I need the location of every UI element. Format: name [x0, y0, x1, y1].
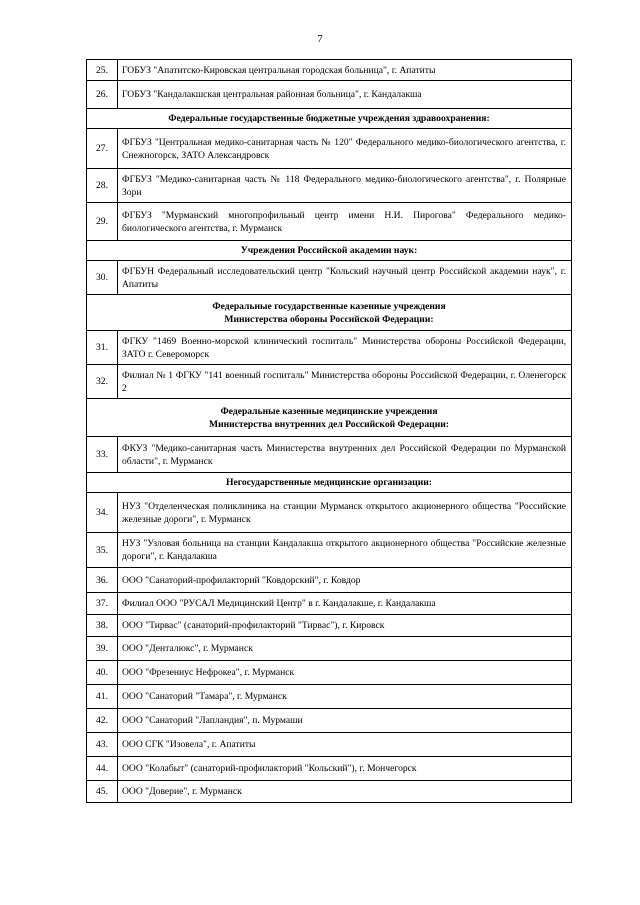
section-title	[87, 109, 572, 129]
section-title-line: Министерства внутренних дел Российской Федерации:	[209, 418, 449, 430]
row-number: 27.	[87, 129, 118, 169]
section-header-row	[87, 241, 572, 261]
table-row	[87, 437, 572, 473]
organization-name: ООО СГК "Изовела", г. Апатиты	[118, 733, 572, 757]
row-number: 39.	[87, 637, 118, 661]
page-number: 7	[317, 33, 323, 45]
table-row	[87, 661, 572, 685]
row-number: 31.	[87, 331, 118, 365]
organization-name: ООО "Санаторий "Тамара", г. Мурманск	[118, 685, 572, 709]
organization-name: ООО "Санаторий-профилакторий "Ковдорский", г. Ковдор	[118, 568, 572, 593]
row-number: 35.	[87, 533, 118, 568]
table-row	[87, 261, 572, 295]
organizations-table-body	[87, 60, 572, 803]
table-row	[87, 169, 572, 203]
organization-name: ООО "Фрезениус Нефрокеа", г. Мурманск	[118, 661, 572, 685]
row-number: 41.	[87, 685, 118, 709]
section-header-row	[87, 473, 572, 493]
row-number: 37.	[87, 593, 118, 615]
table-row	[87, 81, 572, 109]
table-row	[87, 593, 572, 615]
table-row	[87, 637, 572, 661]
table-row	[87, 709, 572, 733]
organization-name: Филиал № 1 ФГКУ "141 военный госпиталь" Министерства обороны Российской Федерации, г. Оленегорск 2	[118, 365, 572, 399]
section-title-line: Федеральные казенные медицинские учреждения	[220, 405, 438, 417]
organization-name: ФГКУ "1469 Военно-морской клинический госпиталь" Министерства обороны Российской Федерации, ЗАТО г. Североморск	[118, 331, 572, 365]
row-number: 45.	[87, 781, 118, 803]
table-row	[87, 203, 572, 241]
table-row	[87, 568, 572, 593]
row-number: 25.	[87, 60, 118, 81]
table-row	[87, 781, 572, 803]
table-row	[87, 733, 572, 757]
section-header-row	[87, 295, 572, 331]
section-title-line: Федеральные государственные казенные учреждения	[212, 300, 446, 312]
organization-name: ФКУЗ "Медико-санитарная часть Министерства внутренних дел Российской Федерации по Мурманской области", г. Мурманск	[118, 437, 572, 473]
organization-name: ГОБУЗ "Апатитско-Кировская центральная городская больница", г. Апатиты	[118, 60, 572, 81]
section-header-row	[87, 399, 572, 437]
table-row	[87, 615, 572, 637]
section-title	[87, 241, 572, 261]
row-number: 29.	[87, 203, 118, 241]
organizations-table	[86, 59, 572, 803]
organization-name: НУЗ "Отделенческая поликлиника на станции Мурманск открытого акционерного общества "Российские железные дороги", г. Мурманск	[118, 493, 572, 533]
row-number: 42.	[87, 709, 118, 733]
row-number: 32.	[87, 365, 118, 399]
row-number: 38.	[87, 615, 118, 637]
row-number: 36.	[87, 568, 118, 593]
table-row	[87, 129, 572, 169]
organization-name: ГОБУЗ "Кандалакшская центральная районная больница", г. Кандалакша	[118, 81, 572, 109]
organization-name: ФГБУН Федеральный исследовательский центр "Кольский научный центр Российской академии наук", г. Апатиты	[118, 261, 572, 295]
row-number: 43.	[87, 733, 118, 757]
organization-name: ООО "Денталюкс", г. Мурманск	[118, 637, 572, 661]
row-number: 40.	[87, 661, 118, 685]
section-header-row	[87, 109, 572, 129]
table-row	[87, 60, 572, 81]
organization-name: ООО "Санаторий "Лапландия", п. Мурмаши	[118, 709, 572, 733]
organization-name: ФГБУЗ "Центральная медико-санитарная часть № 120" Федерального медико-биологического агентства, г. Снежногорск, ЗАТО Александровск	[118, 129, 572, 169]
organization-name: Филиал ООО "РУСАЛ Медицинский Центр" в г. Кандалакше, г. Кандалакша	[118, 593, 572, 615]
organization-name: ФГБУЗ "Медико-санитарная часть № 118 Федерального медико-биологического агентства", г. Полярные Зори	[118, 169, 572, 203]
row-number: 26.	[87, 81, 118, 109]
section-title-line: Министерства обороны Российской Федерации:	[224, 313, 434, 325]
section-title-line: Учреждения Российской академии наук:	[240, 245, 418, 256]
row-number: 44.	[87, 757, 118, 781]
table-row	[87, 533, 572, 568]
table-row	[87, 365, 572, 399]
table-row	[87, 493, 572, 533]
table-row	[87, 685, 572, 709]
organization-name: ФГБУЗ "Мурманский многопрофильный центр имени Н.И. Пирогова" Федерального медико-биологического агентства, г. Мурманск	[118, 203, 572, 241]
row-number: 33.	[87, 437, 118, 473]
section-title	[87, 295, 572, 331]
section-title	[87, 399, 572, 437]
row-number: 30.	[87, 261, 118, 295]
organization-name: ООО "Тирвас" (санаторий-профилакторий "Тирвас"), г. Кировск	[118, 615, 572, 637]
row-number: 28.	[87, 169, 118, 203]
row-number: 34.	[87, 493, 118, 533]
table-row	[87, 331, 572, 365]
table-row	[87, 757, 572, 781]
organization-name: ООО "Доверие", г. Мурманск	[118, 781, 572, 803]
section-title	[87, 473, 572, 493]
organization-name: НУЗ "Узловая больница на станции Кандалакша открытого акционерного общества "Российские железные дороги", г. Кандалакша	[118, 533, 572, 568]
section-title-line: Негосударственные медицинские организации:	[226, 477, 432, 488]
section-title-line: Федеральные государственные бюджетные учреждения здравоохранения:	[168, 113, 490, 124]
organization-name: ООО "Колабыт" (санаторий-профилакторий "Кольский"), г. Мончегорск	[118, 757, 572, 781]
